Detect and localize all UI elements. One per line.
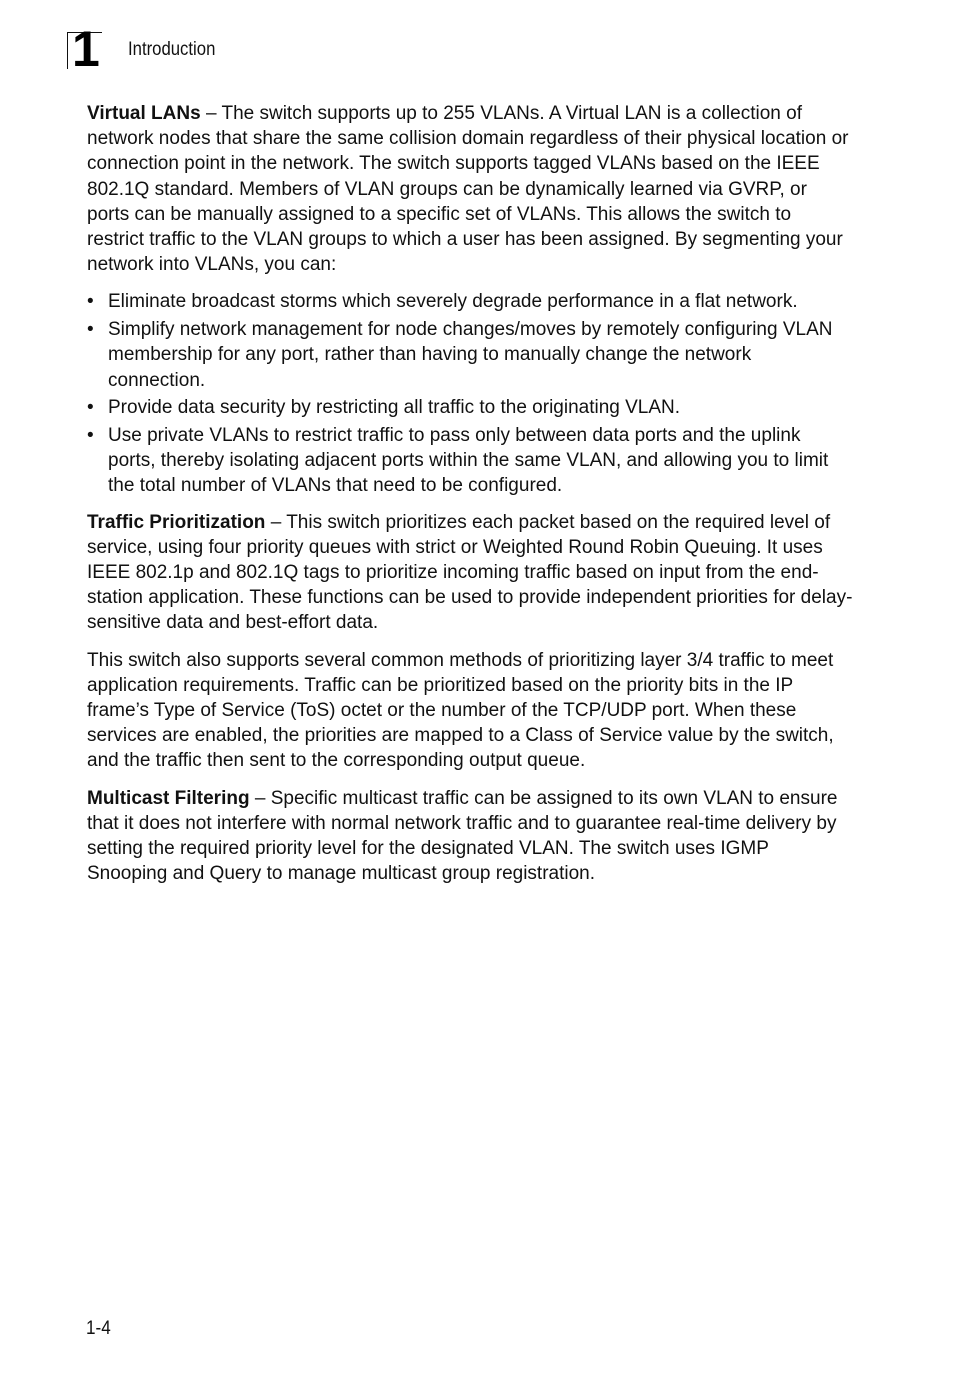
traffic-prioritization-text: – This switch prioritizes each packet based on the required level of service, using four priority queues with strict or Weighted Round Robin Queuing. It uses IEEE 802.1p and 802.1Q tags to prioritize incoming traffic based on input from the end-station application. These functions can be used to provide independent priorities for delay-sensitive data and best-effort data. (87, 511, 853, 634)
chapter-number: 1 (72, 21, 98, 77)
list-item (87, 395, 853, 420)
bullet-icon: • (87, 397, 94, 419)
list-item-text: Eliminate broadcast storms which severely degrade performance in a flat network. (108, 291, 798, 313)
multicast-filtering-lead: Multicast Filtering (87, 787, 250, 809)
list-item (87, 423, 853, 499)
bullet-icon: • (87, 291, 94, 313)
multicast-filtering-paragraph (87, 786, 853, 887)
page-body (87, 101, 853, 898)
list-item-text: Provide data security by restricting all traffic to the originating VLAN. (108, 397, 681, 419)
bullet-icon: • (87, 319, 94, 341)
traffic-prioritization-lead: Traffic Prioritization (87, 511, 266, 533)
list-item (87, 317, 853, 393)
list-item-text: Use private VLANs to restrict traffic to pass only between data ports and the uplink ports, thereby isolating adjacent ports within the same VLAN, and allowing you to limit the total number of VLANs that need to be configured. (108, 424, 829, 497)
vlans-lead: Virtual LANs (87, 103, 201, 124)
traffic-prioritization-paragraph (87, 510, 853, 636)
list-item-text: Simplify network management for node changes/moves by remotely configuring VLAN membership for any port, rather than having to manually change the network connection. (108, 319, 833, 391)
page-number: 1-4 (86, 1318, 111, 1339)
multicast-filtering-text: – Specific multicast traffic can be assigned to its own VLAN to ensure that it does not interfere with normal network traffic and to guarantee real-time delivery by setting the required priority level for the designated VLAN. The switch uses IGMP Snooping and Query to manage multicast group registration. (87, 787, 838, 885)
vlans-text: – The switch supports up to 255 VLANs. A Virtual LAN is a collection of network nodes that share the same collision domain regardless of their physical location or connection point in the network. The switch supports tagged VLANs based on the IEEE 802.1Q standard. Members of VLAN groups can be dynamically learned via GVRP, or ports can be manually assigned to a specific set of VLANs. This allows the switch to restrict traffic to the VLAN groups to which a user has been assigned. By segmenting your network into VLANs, you can: (87, 103, 849, 276)
vlans-paragraph (87, 101, 853, 277)
running-header-title: Introduction (128, 39, 216, 60)
layer34-paragraph: This switch also supports several common methods of prioritizing layer 3/4 traffic to meet application requirements. Traffic can be prioritized based on the priority bits in the IP frame’s Type of Service (ToS) octet or the number of the TCP/UDP port. When these services are enabled, the priorities are mapped to a Class of Service value by the switch, and the traffic then sent to the corresponding output queue. (87, 649, 834, 772)
vlan-benefits-list (87, 289, 853, 498)
bullet-icon: • (87, 424, 94, 446)
list-item (87, 289, 853, 314)
